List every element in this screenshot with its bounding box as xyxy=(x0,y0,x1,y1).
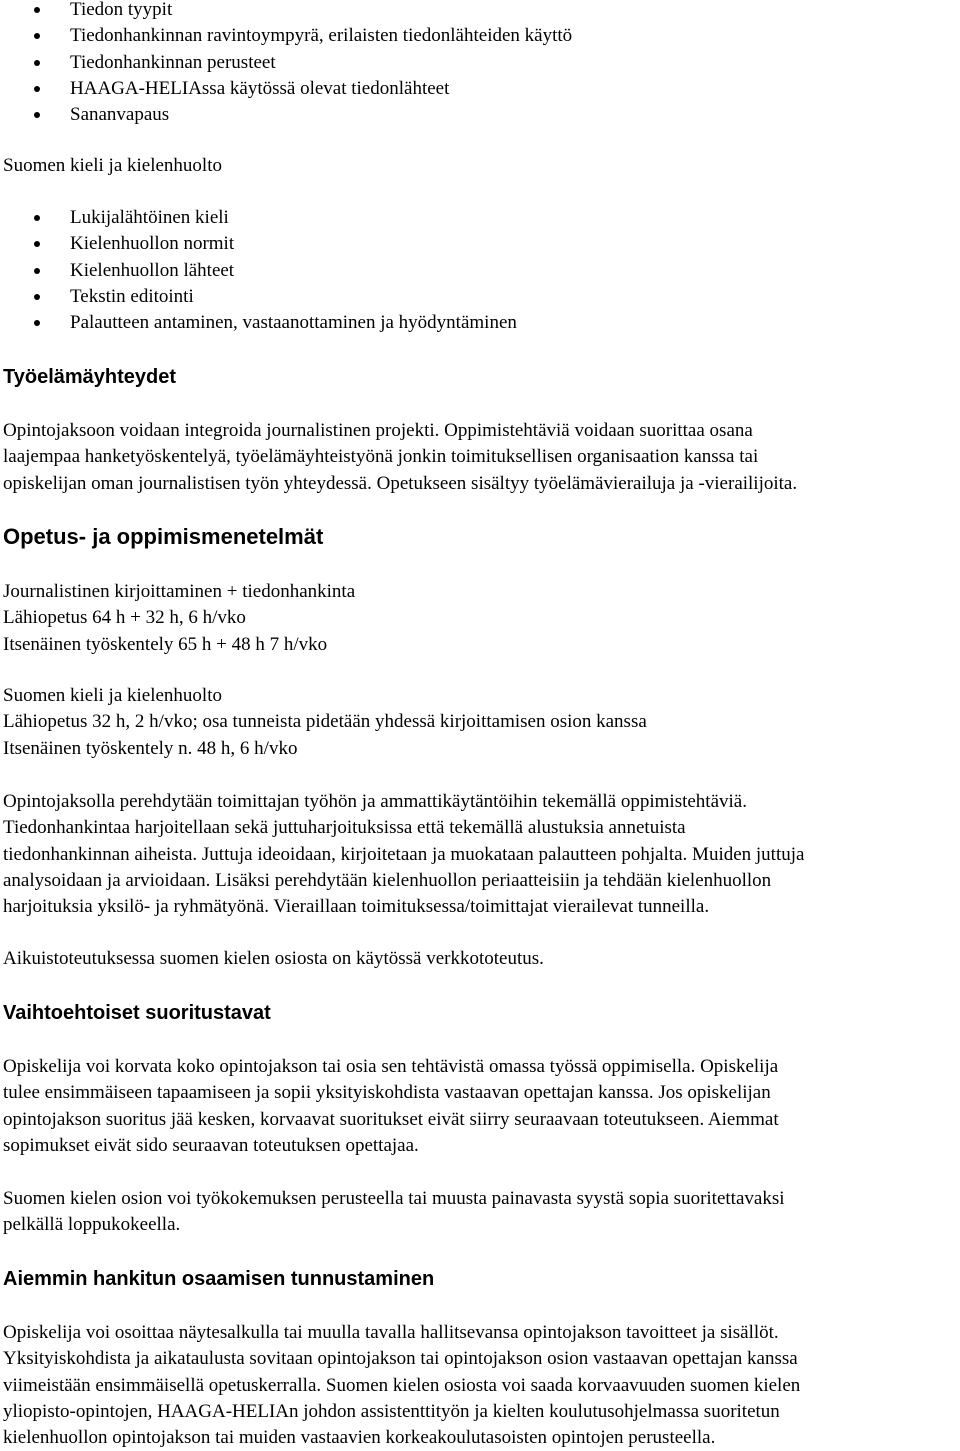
topic-list-kielenhuolto xyxy=(0,205,960,336)
bullet-icon xyxy=(34,241,40,247)
topic-list-tiedonhankinta xyxy=(0,0,960,128)
bullet-icon xyxy=(34,215,40,221)
heading-vaihtoehtoiset-suoritustavat: Vaihtoehtoiset suoritustavat xyxy=(3,1002,271,1024)
section-label-suomen-kieli: Suomen kieli ja kielenhuolto xyxy=(3,155,222,176)
list-item: Tiedonhankinnan ravintoympyrä, erilaisten tiedonlähteiden käyttö xyxy=(0,23,960,49)
list-item: Palautteen antaminen, vastaanottaminen ja hyödyntäminen xyxy=(0,310,960,336)
paragraph-omassa-tyossa-oppiminen: Opiskelija voi korvata koko opintojakson tai osia sen tehtävistä omassa työssä oppimisella. Opiskelija tulee ensimmäiseen tapaamiseen ja sopii yksityiskohdista vastaavan opettajan kanssa. Jos opiskelijan opintojakson suoritus jää kesken, korvaavat suoritukset eivät siirry seuraavaan toteutukseen. Aiemmat sopimukset eivät sido seuraavan toteutuksen opettajaa. xyxy=(3,1056,779,1156)
bullet-icon xyxy=(34,268,40,274)
bullet-icon xyxy=(34,60,40,66)
paragraph-tyoelama: Opintojaksoon voidaan integroida journalistinen projekti. Oppimistehtäviä voidaan suorittaa osana laajempaa hanketyöskentelyä, työelämäyhteistyönä jonkin toimituksellisen organisaation kanssa tai opiskelijan oman journalistisen työn yhteydessä. Opetukseen sisältyy työelämävierailuja ja -vierailijoita. xyxy=(3,420,798,494)
list-item: Kielenhuollon lähteet xyxy=(0,258,960,284)
heading-opetusmenetelmat: Opetus- ja oppimismenetelmät xyxy=(3,524,324,549)
heading-aiemmin-hankittu-osaaminen: Aiemmin hankitun osaamisen tunnustaminen xyxy=(3,1268,435,1290)
bullet-icon xyxy=(34,86,40,92)
list-item: Tekstin editointi xyxy=(0,284,960,310)
paragraph-osaamisen-tunnustaminen: Opiskelija voi osoittaa näytesalkulla tai muulla tavalla hallitsevansa opintojakson tavoitteet ja sisällöt. Yksityiskohdista ja aikataulusta sovitaan opintojakson tai opintojakson osion vastaavan opettajan kanssa viimeistään ensimmäisellä opetuskerralla. Suomen kielen osiosta voi saada korvaavuuden suomen kielen yliopisto-opintojen, HAAGA-HELIAn johdon assistenttityön ja kielten koulutusohjelmassa suoritetun kielenhuollon opintojakson tai muiden vastaavien korkeakoulutasoisten opintojen perusteella. xyxy=(3,1322,801,1449)
list-item: HAAGA-HELIAssa käytössä olevat tiedonlähteet xyxy=(0,76,960,102)
paragraph-suomen-kieli-tunnit: Suomen kieli ja kielenhuolto Lähiopetus 32 h, 2 h/vko; osa tunneista pidetään yhdessä kirjoittamisen osion kanssa Itsenäinen työskentely n. 48 h, 6 h/vko xyxy=(3,685,647,759)
paragraph-loppukoe: Suomen kielen osion voi työkokemuksen perusteella tai muusta painavasta syystä sopia suoritettavaksi pelkällä loppukokeella. xyxy=(3,1188,785,1236)
list-item: Tiedonhankinnan perusteet xyxy=(0,50,960,76)
list-item: Tiedon tyypit xyxy=(0,0,960,23)
paragraph-aikuistoteutus: Aikuistoteutuksessa suomen kielen osiosta on käytössä verkkototeutus. xyxy=(3,948,544,969)
paragraph-journalistinen-kirjoittaminen: Journalistinen kirjoittaminen + tiedonhankinta Lähiopetus 64 h + 32 h, 6 h/vko Itsenäinen työskentely 65 h + 48 h 7 h/vko xyxy=(3,581,356,655)
list-item: Kielenhuollon normit xyxy=(0,231,960,257)
list-item: Sananvapaus xyxy=(0,102,960,128)
paragraph-opintojakson-sisalto: Opintojaksolla perehdytään toimittajan työhön ja ammattikäytäntöihin tekemällä oppimistehtäviä. Tiedonhankintaa harjoitellaan sekä juttuharjoituksissa että tekemällä alustuksia annetuista tiedonhankinnan aiheista. Juttuja ideoidaan, kirjoitetaan ja muokataan palautteen pohjalta. Muiden juttuja analysoidaan ja arvioidaan. Lisäksi perehdytään kielenhuollon periaatteisiin ja tehdään kielenhuollon harjoituksia yksilö- ja ryhmätyönä. Vieraillaan toimituksessa/toimittajat vierailevat tunneilla. xyxy=(3,791,805,918)
bullet-icon xyxy=(34,112,40,118)
list-item: Lukijalähtöinen kieli xyxy=(0,205,960,231)
bullet-icon xyxy=(34,7,40,13)
bullet-icon xyxy=(34,320,40,326)
heading-tyoelamayhteydet: Työelämäyhteydet xyxy=(3,366,177,388)
bullet-icon xyxy=(34,33,40,39)
bullet-icon xyxy=(34,294,40,300)
